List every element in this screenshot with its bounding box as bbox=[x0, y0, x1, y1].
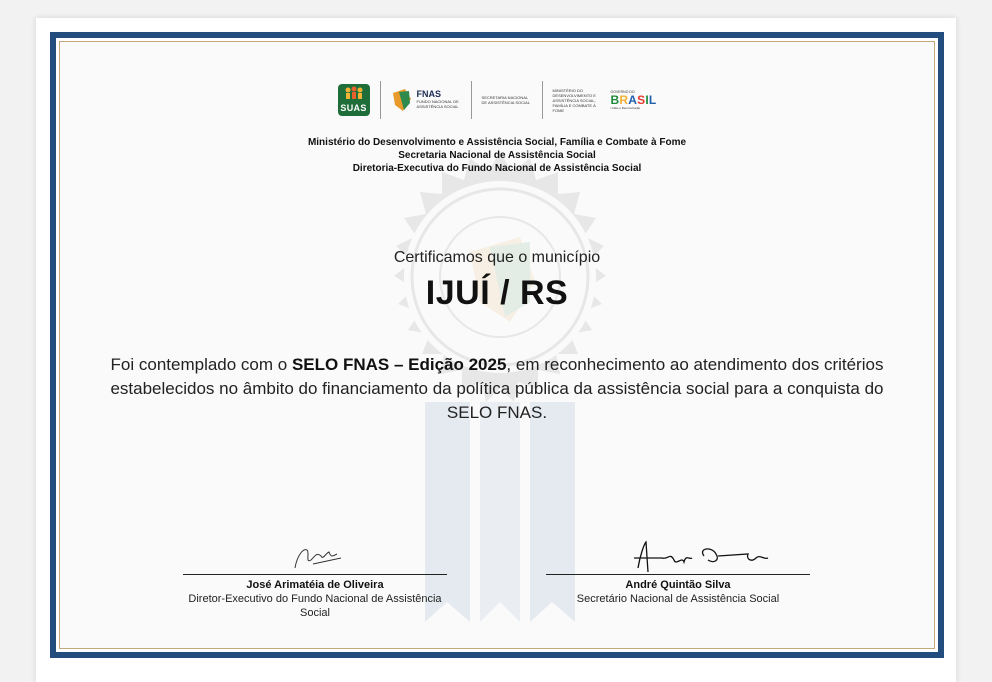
suas-logo bbox=[328, 81, 380, 119]
body-text-post: , em reconhecimento ao atendimento dos critérios estabelecidos no âmbito do financiamento da política pública da assistência social para a conquista do SELO FNAS. bbox=[110, 355, 884, 422]
body-text-award: SELO FNAS – Edição 2025 bbox=[291, 355, 507, 374]
municipality-name: IJUÍ / RS bbox=[425, 274, 569, 312]
ministerio-label: MINISTÉRIO DO DESENVOLVIMENTO E ASSISTÊNCIA SOCIAL, FAMÍLIA E COMBATE À FOME bbox=[552, 87, 596, 113]
header-ministry: Ministério do Desenvolvimento e Assistência Social, Família e Combate à Fome bbox=[307, 137, 687, 148]
signature-line bbox=[183, 574, 447, 575]
header-secretariat: Secretaria Nacional de Assistência Social bbox=[398, 150, 596, 161]
governo-label: GOVERNO DO bbox=[610, 90, 635, 94]
governo-logo bbox=[543, 81, 667, 119]
signatory-role: Diretor-Executivo do Fundo Nacional de Assistência Social bbox=[188, 593, 442, 619]
fnas-mark-icon bbox=[391, 87, 413, 113]
certificate-intro: Certificamos que o município bbox=[393, 249, 601, 266]
brasil-wordmark: BRASIL bbox=[610, 93, 657, 107]
signatory-role: Secretário Nacional de Assistência Social bbox=[576, 593, 780, 605]
certificate-body bbox=[100, 353, 894, 425]
fnas-title: FNAS bbox=[416, 89, 442, 100]
signature-director-icon bbox=[255, 538, 375, 574]
fnas-subtitle: FUNDO NACIONAL DE ASSISTÊNCIA SOCIAL bbox=[416, 99, 459, 109]
suas-label: SUAS bbox=[340, 103, 367, 113]
institution-header bbox=[60, 136, 934, 175]
body-text-pre: Foi contemplado com o bbox=[110, 355, 292, 374]
signatory-name: André Quintão Silva bbox=[625, 579, 731, 591]
signature-secretary-icon bbox=[578, 538, 778, 574]
certificate-inner bbox=[59, 41, 935, 649]
certificate-frame bbox=[50, 32, 944, 658]
certificate-sheet bbox=[36, 18, 956, 682]
uniao-label: União e Reconstrução bbox=[610, 106, 641, 110]
secretaria-label: SECRETARIA NACIONAL DE ASSISTÊNCIA SOCIAL bbox=[481, 95, 530, 105]
signature-line bbox=[546, 574, 810, 575]
header-directorate: Diretoria-Executiva do Fundo Nacional de Assistência Social bbox=[352, 163, 642, 174]
fnas-logo bbox=[381, 81, 471, 119]
secretaria-logo bbox=[472, 81, 542, 119]
logo-bar bbox=[60, 80, 934, 120]
signature-block-director bbox=[183, 538, 447, 620]
signature-block-secretary bbox=[546, 538, 810, 606]
signatory-name: José Arimatéia de Oliveira bbox=[246, 579, 384, 591]
